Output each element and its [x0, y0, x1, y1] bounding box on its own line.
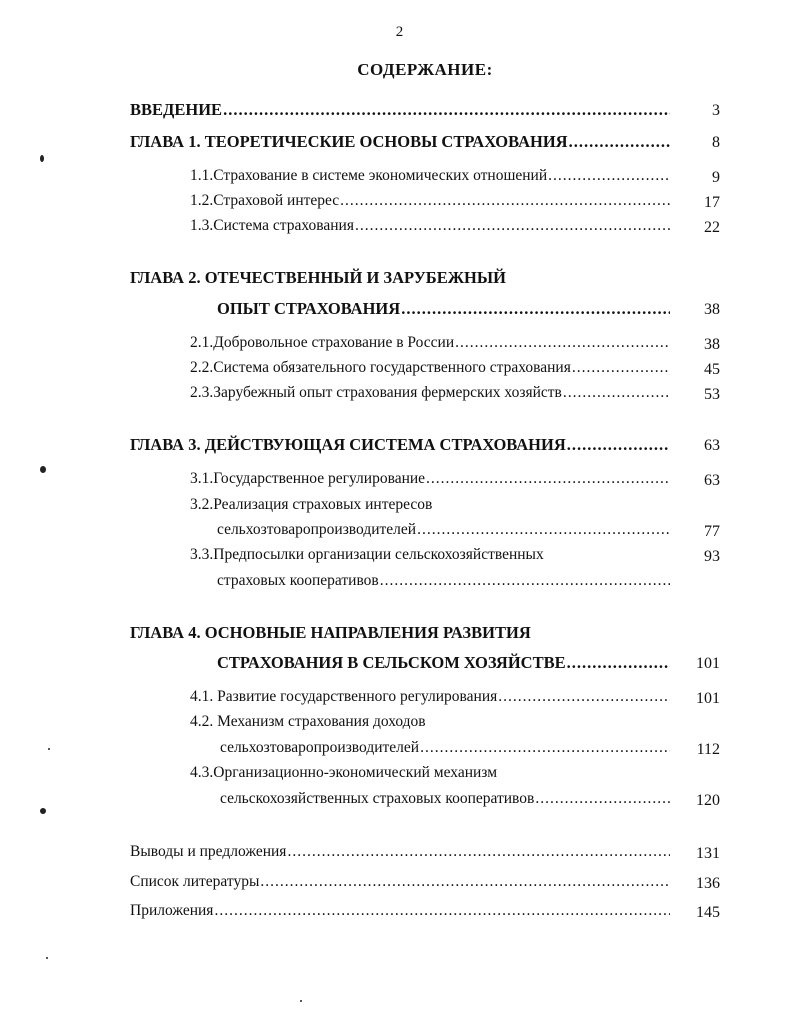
- section-label: 2.1.Добровольное страхование в России: [190, 334, 455, 351]
- section-label-cont: сельскохозяйственных страховых кооперативов: [220, 790, 535, 807]
- toc-page-intro: 3: [712, 102, 720, 119]
- leader-dots: [355, 217, 670, 235]
- toc-page-2-1: 38: [704, 336, 720, 353]
- toc-page-chapter-4: 101: [696, 655, 720, 672]
- leader-dots: [340, 192, 670, 210]
- leader-dots: [401, 299, 670, 319]
- section-label: 1.2.Страховой интерес: [190, 192, 340, 209]
- toc-section-3-1: [190, 470, 670, 492]
- leader-dots: [567, 653, 670, 673]
- toc-page-3-1: 63: [704, 472, 720, 489]
- toc-page-1-1: 9: [712, 169, 720, 186]
- chapter-title: ГЛАВА 4. ОСНОВНЫЕ НАПРАВЛЕНИЯ РАЗВИТИЯ: [130, 623, 531, 642]
- toc-section-3-2-line1: [190, 496, 670, 518]
- section-label-cont: страховых кооперативов: [217, 572, 379, 589]
- toc-page-references: 136: [696, 875, 720, 892]
- toc-page-1-3: 22: [704, 219, 720, 236]
- chapter-title: ГЛАВА 2. ОТЕЧЕСТВЕННЫЙ И ЗАРУБЕЖНЫЙ: [130, 268, 506, 287]
- leader-dots: [420, 739, 670, 757]
- toc-page-4-1: 101: [696, 690, 720, 707]
- toc-page-3-2: 77: [704, 523, 720, 540]
- section-label: 2.3.Зарубежный опыт страхования фермерских хозяйств: [190, 384, 562, 401]
- scan-speck: [40, 466, 46, 473]
- scan-speck: [46, 957, 48, 959]
- toc-page-3-3: 93: [704, 548, 720, 565]
- section-label: 1.3.Система страхования: [190, 217, 354, 234]
- toc-page-chapter-3: 63: [704, 437, 720, 454]
- scan-speck: [40, 808, 46, 814]
- toc-entry-label: Приложения: [130, 902, 214, 919]
- toc-chapter-4-line2: [217, 653, 670, 675]
- leader-dots: [417, 521, 670, 539]
- toc-entry-references: [130, 873, 670, 895]
- scan-speck: [40, 155, 44, 162]
- toc-section-3-2-line2: [217, 521, 670, 543]
- toc-section-1-2: [190, 192, 670, 214]
- toc-section-3-3-line2: [217, 572, 670, 594]
- leader-dots: [287, 843, 670, 861]
- leader-dots: [380, 572, 670, 590]
- toc-section-1-1: [190, 167, 670, 189]
- chapter-title-cont: СТРАХОВАНИЯ В СЕЛЬСКОМ ХОЗЯЙСТВЕ: [217, 653, 566, 672]
- toc-section-2-3: [190, 384, 670, 406]
- toc-section-4-3-line1: [190, 764, 670, 786]
- toc-chapter-3: [130, 435, 670, 457]
- toc-entry-label: Список литературы: [130, 873, 260, 890]
- section-label: 4.3.Организационно-экономический механизм: [190, 764, 498, 781]
- leader-dots: [214, 902, 670, 920]
- toc-section-2-2: [190, 359, 670, 381]
- toc-chapter-2-line1: [130, 268, 670, 290]
- leader-dots: [260, 873, 670, 891]
- section-label: 3.3.Предпосылки организации сельскохозяйственных: [190, 546, 544, 563]
- section-label-cont: сельхозтоваропроизводителей: [217, 521, 417, 538]
- leader-dots: [569, 132, 670, 152]
- toc-section-4-1: [190, 688, 670, 710]
- leader-dots: [535, 790, 670, 808]
- toc-entry-appendices: [130, 902, 670, 924]
- chapter-title: ГЛАВА 1. ТЕОРЕТИЧЕСКИЕ ОСНОВЫ СТРАХОВАНИЯ: [130, 132, 568, 151]
- toc-section-2-1: [190, 334, 670, 356]
- toc-section-3-3-line1: [190, 546, 670, 568]
- toc-chapter-4-line1: [130, 623, 670, 645]
- toc-page-2-2: 45: [704, 361, 720, 378]
- toc-entry-conclusions: [130, 843, 670, 865]
- toc-title: СОДЕРЖАНИЕ:: [357, 60, 493, 79]
- leader-dots: [498, 688, 670, 706]
- leader-dots: [223, 100, 670, 120]
- leader-dots: [455, 334, 670, 352]
- toc-page-4-3: 120: [696, 792, 720, 809]
- section-label: 3.2.Реализация страховых интересов: [190, 496, 433, 513]
- leader-dots: [567, 435, 670, 455]
- section-label: 4.1. Развитие государственного регулирования: [190, 688, 498, 705]
- toc-page-chapter-1: 8: [712, 134, 720, 151]
- toc-entry-label: Выводы и предложения: [130, 843, 287, 860]
- toc-chapter-2-line2: [217, 299, 670, 321]
- toc-page-2-3: 53: [704, 386, 720, 403]
- section-label: 4.2. Механизм страхования доходов: [190, 713, 426, 730]
- leader-dots: [572, 359, 670, 377]
- toc-chapter-1: [130, 132, 670, 154]
- toc-entry-intro: [130, 100, 670, 122]
- toc-section-4-2-line1: [190, 713, 670, 735]
- toc-page-4-2: 112: [696, 741, 720, 758]
- chapter-title-cont: ОПЫТ СТРАХОВАНИЯ: [217, 299, 401, 318]
- toc-page-appendices: 145: [696, 904, 720, 921]
- page-number: 2: [395, 24, 404, 40]
- toc-page-chapter-2: 38: [704, 301, 720, 318]
- scan-speck: [48, 748, 50, 750]
- leader-dots: [426, 470, 670, 488]
- toc-section-1-3: [190, 217, 670, 239]
- section-label: 2.2.Система обязательного государственного страхования: [190, 359, 571, 376]
- toc-page-1-2: 17: [704, 194, 720, 211]
- leader-dots: [548, 167, 670, 185]
- section-label: 3.1.Государственное регулирование: [190, 470, 426, 487]
- toc-entry-label: ВВЕДЕНИЕ: [130, 100, 223, 119]
- scan-speck: [300, 1000, 302, 1002]
- leader-dots: [563, 384, 670, 402]
- section-label-cont: сельхозтоваропроизводителей: [220, 739, 420, 756]
- section-label: 1.1.Страхование в системе экономических отношений: [190, 167, 548, 184]
- toc-page-conclusions: 131: [696, 845, 720, 862]
- chapter-title: ГЛАВА 3. ДЕЙСТВУЮЩАЯ СИСТЕМА СТРАХОВАНИЯ: [130, 435, 566, 454]
- toc-section-4-3-line2: [220, 790, 670, 812]
- toc-section-4-2-line2: [220, 739, 670, 761]
